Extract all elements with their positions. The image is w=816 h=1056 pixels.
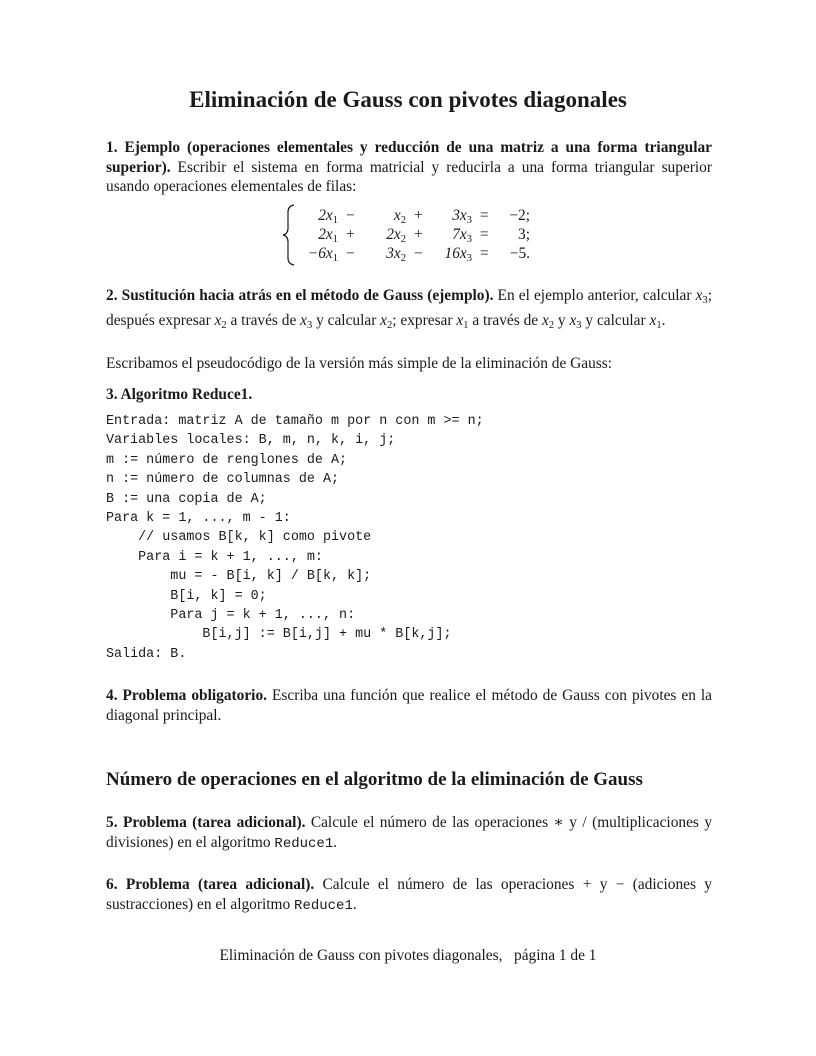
paragraph-example-1	[106, 138, 712, 197]
code-line: Para i = k + 1, ..., m:	[106, 549, 323, 565]
example-2-heading: 2. Sustitución hacia atrás en el método de Gauss (ejemplo).	[106, 287, 494, 304]
page-footer	[0, 946, 816, 966]
algorithm-heading: 3. Algoritmo Reduce1.	[106, 386, 253, 403]
problem-4-heading: 4. Problema obligatorio.	[106, 687, 267, 704]
code-line: mu = - B[i, k] / B[k, k];	[106, 569, 372, 585]
example-1-heading: 1. Ejemplo (operaciones elementales y reducción de una matriz a una forma triangular superior).	[106, 139, 712, 176]
linear-system: $2x_1$ − $x_2$ + $3x_3$ = −2; $2x_1$ + $2x_2$ + $7x_3$ = 3; $-6x_1$ − $3x_2$ − $16x_3$ = −5.	[282, 204, 532, 266]
example-1-text: Escribir el sistema en forma matricial y reducirla a una forma triangular superior usando operaciones elementales de filas:	[106, 158, 712, 196]
code-line: // usamos B[k, k] como pivote	[106, 530, 372, 546]
code-line: B[i, k] = 0;	[106, 588, 267, 604]
paragraph-problem-4: 4. Problema obligatorio. Escriba una función que realice el método de Gauss con pivotes en la diagonal principal.	[106, 687, 712, 724]
code-line: B := una copia de A;	[106, 491, 267, 507]
code-line: m := número de renglones de A;	[106, 452, 348, 468]
pseudocode-block	[106, 412, 484, 664]
code-line: Salida: B.	[106, 646, 187, 662]
problem-6-heading: 6. Problema (tarea adicional).	[106, 876, 315, 893]
pseudocode-intro: Escribamos el pseudocódigo de la versión más simple de la eliminación de Gauss:	[106, 355, 613, 372]
problem-5-heading: 5. Problema (tarea adicional).	[106, 814, 306, 831]
paragraph-problem-6: 6. Problema (tarea adicional). Calcule el número de las operaciones + y − (adiciones y sustracciones) en el algoritmo Reduce1.	[106, 876, 712, 914]
paragraph-example-2: 2. Sustitución hacia atrás en el método de Gauss (ejemplo). En el ejemplo anterior, calcular $x_3$; después expresar $x_2$ a través de $x_3$ y calcular $x_2$; expresar $x_1$ a través de $x_2$ y $x_3$ y calcular $x_1$.	[106, 287, 712, 331]
footer-title: Eliminación de Gauss con pivotes diagonales,	[219, 947, 503, 964]
code-line: Variables locales: B, m, n, k, i, j;	[106, 433, 396, 449]
left-brace-icon	[282, 204, 296, 266]
code-line: n := número de columnas de A;	[106, 472, 340, 488]
code-line: Entrada: matriz A de tamaño m por n con m >= n;	[106, 414, 484, 429]
section-title: Número de operaciones en el algoritmo de la eliminación de Gauss	[106, 769, 643, 790]
code-line: B[i,j] := B[i,j] + mu * B[k,j];	[106, 627, 452, 643]
footer-page-number: página 1 de 1	[514, 947, 597, 964]
document-title: Eliminación de Gauss con pivotes diagonales	[189, 87, 627, 112]
code-line: Para k = 1, ..., m - 1:	[106, 511, 291, 527]
code-line: Para j = k + 1, ..., n:	[106, 608, 356, 624]
paragraph-problem-5: 5. Problema (tarea adicional). Calcule el número de las operaciones ∗ y / (multiplicaciones y divisiones) en el algoritmo Reduce1.	[106, 814, 713, 852]
